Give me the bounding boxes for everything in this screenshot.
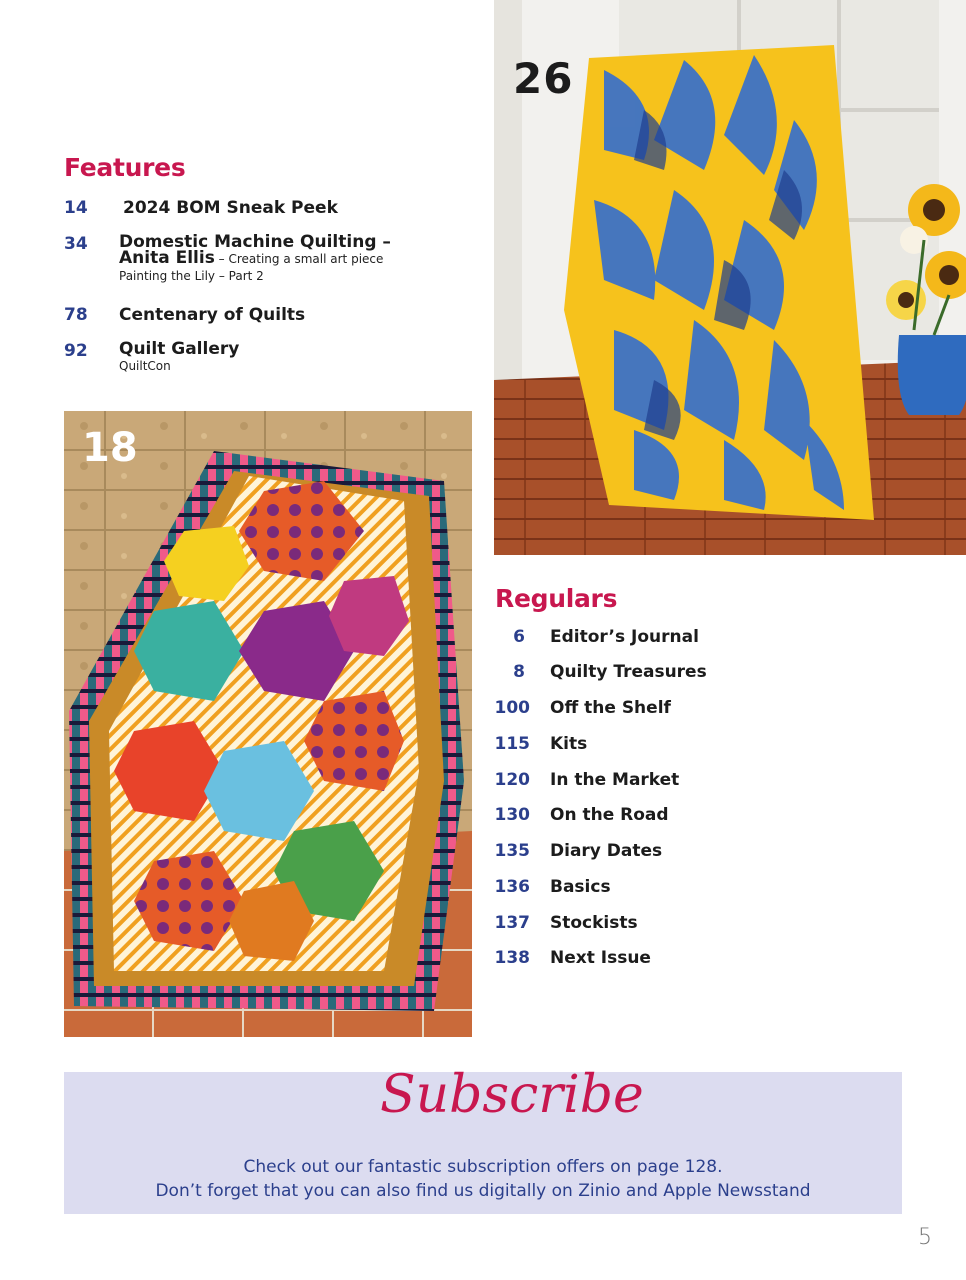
regulars-heading: Regulars — [495, 584, 618, 613]
regulars-title: On the Road — [550, 805, 669, 825]
page-number: 5 — [918, 1225, 932, 1250]
regulars-item[interactable] — [494, 913, 734, 935]
regulars-page-number: 120 — [494, 770, 530, 790]
regulars-title: Stockists — [550, 913, 638, 933]
photo-page-label: 18 — [82, 425, 138, 471]
subscribe-text-line1: Check out our fantastic subscription offers on page 128. — [243, 1157, 723, 1177]
subscribe-script-title: Subscribe — [380, 1065, 644, 1125]
regulars-page-number: 136 — [494, 877, 530, 897]
regulars-title: Basics — [550, 877, 611, 897]
regulars-item[interactable] — [494, 877, 734, 899]
regulars-item[interactable] — [494, 841, 734, 863]
feature-page-number: 14 — [64, 198, 88, 218]
feature-page-number: 92 — [64, 341, 88, 361]
regulars-title: Next Issue — [550, 948, 651, 968]
regulars-item[interactable] — [494, 770, 734, 792]
feature-title: Domestic Machine Quilting – — [119, 232, 391, 252]
feature-title: Quilt Gallery — [119, 339, 240, 359]
regulars-title: Quilty Treasures — [550, 662, 707, 682]
regulars-page-number: 130 — [494, 805, 530, 825]
regulars-page-number: 138 — [494, 948, 530, 968]
regulars-title: Diary Dates — [550, 841, 663, 861]
regulars-title: Off the Shelf — [550, 698, 671, 718]
regulars-page-number: 100 — [494, 698, 530, 718]
feature-subtitle: QuiltCon — [119, 359, 171, 373]
quilt-photo-blue-yellow[interactable] — [494, 0, 966, 555]
regulars-item[interactable] — [494, 627, 734, 649]
regulars-item[interactable] — [494, 662, 734, 684]
regulars-page-number: 137 — [494, 913, 530, 933]
feature-title: 2024 BOM Sneak Peek — [123, 198, 338, 218]
regulars-title: Editor’s Journal — [550, 627, 699, 647]
feature-title-author: Anita Ellis — [119, 248, 215, 268]
feature-page-number: 34 — [64, 234, 88, 254]
regulars-title: Kits — [550, 734, 588, 754]
regulars-page-number: 135 — [494, 841, 530, 861]
features-heading: Features — [64, 153, 186, 182]
feature-title: Centenary of Quilts — [119, 305, 306, 325]
feature-subtitle-inline: – Creating a small art piece — [214, 252, 384, 266]
feature-page-number: 78 — [64, 305, 88, 325]
quilt-photo-hexagon[interactable] — [64, 411, 472, 1037]
regulars-item[interactable] — [494, 698, 734, 720]
subscribe-text-line2: Don’t forget that you can also find us digitally on Zinio and Apple Newsstand — [155, 1181, 811, 1201]
regulars-item[interactable] — [494, 734, 734, 756]
feature-subtitle: Painting the Lily – Part 2 — [119, 269, 264, 283]
regulars-title: In the Market — [550, 770, 680, 790]
regulars-page-number: 6 — [513, 627, 525, 647]
regulars-item[interactable] — [494, 805, 734, 827]
regulars-page-number: 8 — [513, 662, 525, 682]
regulars-item[interactable] — [494, 948, 734, 970]
regulars-page-number: 115 — [494, 734, 530, 754]
photo-page-label: 26 — [513, 54, 574, 103]
